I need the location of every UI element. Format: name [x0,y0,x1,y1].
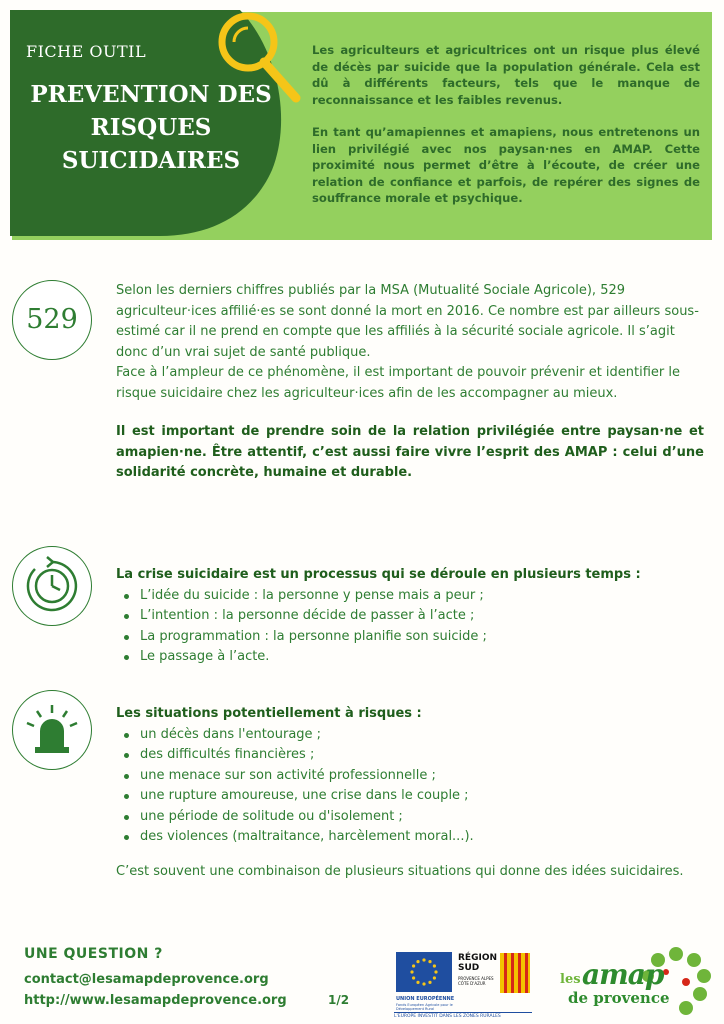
eu-subtitle: Fonds Européen Agricole pour le Développement Rural [396,1003,453,1011]
region-subtitle: PROVENCE ALPES CÔTE D'AZUR [458,976,494,986]
siren-badge [12,690,92,770]
risks-section [116,704,704,848]
stat-emphasis: Il est important de prendre soin de la relation privilégiée entre paysan·ne et amapien·ne. Être attentif, c’est aussi faire vivre l’esprit des AMAP : celui d’une solidarité concrète, humaine et durable. [116,424,704,480]
list-item: Le passage à l’acte. [140,647,704,668]
list-item: des violences (maltraitance, harcèlement moral...). [140,827,704,848]
logo-provence: de provence [568,989,670,1007]
stat-section [116,281,704,484]
header-kicker: FICHE OUTIL [26,42,147,61]
clock-icon [13,547,91,625]
list-item: une menace sur son activité professionnelle ; [140,766,704,787]
stat-number: 529 [26,304,78,335]
stat-paragraph-2: Face à l’ampleur de ce phénomène, il est important de pouvoir prévenir et identifier le risque suicidaire chez les agriculteur·ices afin de les accompagner au mieux. [116,365,681,401]
region-crest-icon [500,953,530,993]
page-number: 1/2 [328,993,350,1007]
footer-question: UNE QUESTION ? [24,946,163,962]
list-item: des difficultés financières ; [140,745,704,766]
list-item: une rupture amoureuse, une crise dans le couple ; [140,786,704,807]
eu-tagline: L'EUROPE INVESTIT DANS LES ZONES RURALES [394,1012,532,1019]
list-item: L’intention : la personne décide de passer à l’acte ; [140,606,704,627]
logo-les: les [560,972,581,987]
crisis-heading: La crise suicidaire est un processus qui se déroule en plusieurs temps : [116,567,641,582]
list-item: L’idée du suicide : la personne y pense mais a peur ; [140,586,704,607]
header-intro [312,42,700,223]
list-item: La programmation : la personne planifie son suicide ; [140,627,704,648]
region-name: RÉGION SUD [458,953,497,973]
intro-paragraph-1: Les agriculteurs et agricultrices ont un risque plus élevé de décès par suicide que la population générale. Cela est dû à différents facteurs, tels que le manque de reconnaissance et les faibles revenus. [312,43,700,107]
list-item: un décès dans l'entourage ; [140,725,704,746]
page-title: PREVENTION DES RISQUES SUICIDAIRES [30,81,272,174]
risks-conclusion: C’est souvent une combinaison de plusieurs situations qui donne des idées suicidaires. [116,864,684,879]
siren-icon [13,691,91,769]
crisis-section [116,565,704,668]
logo-amap: amap [582,958,664,991]
crisis-list [116,586,704,668]
stat-badge [12,280,92,360]
risks-list [116,725,704,848]
intro-paragraph-2: En tant qu’amapiennes et amapiens, nous entretenons un lien privilégié avec nos paysan·nes en AMAP. Cette proximité nous permet d’être à l’écoute, de créer une relation de confiance et parfois, de repérer des signes de souffrance morale et psychique. [312,125,700,205]
footer-email-link[interactable]: contact@lesamapdeprovence.org [24,972,269,987]
stat-paragraph-1: Selon les derniers chiffres publiés par la MSA (Mutualité Sociale Agricole), 529 agriculteur·ices affilié·es se sont donné la mort en 2016. Ce nombre est par ailleurs sous-estimé car il ne prend en compte que les affiliés à la sécurité sociale agricole. Il s’agit donc d’un vrai sujet de santé publique. [116,283,699,360]
eu-title: UNION EUROPÉENNE [396,996,455,1002]
footer-website-link[interactable]: http://www.lesamapdeprovence.org [24,993,287,1008]
eu-flag-icon [396,952,452,992]
risks-heading: Les situations potentiellement à risques : [116,706,422,721]
list-item: une période de solitude ou d'isolement ; [140,807,704,828]
clock-badge [12,546,92,626]
